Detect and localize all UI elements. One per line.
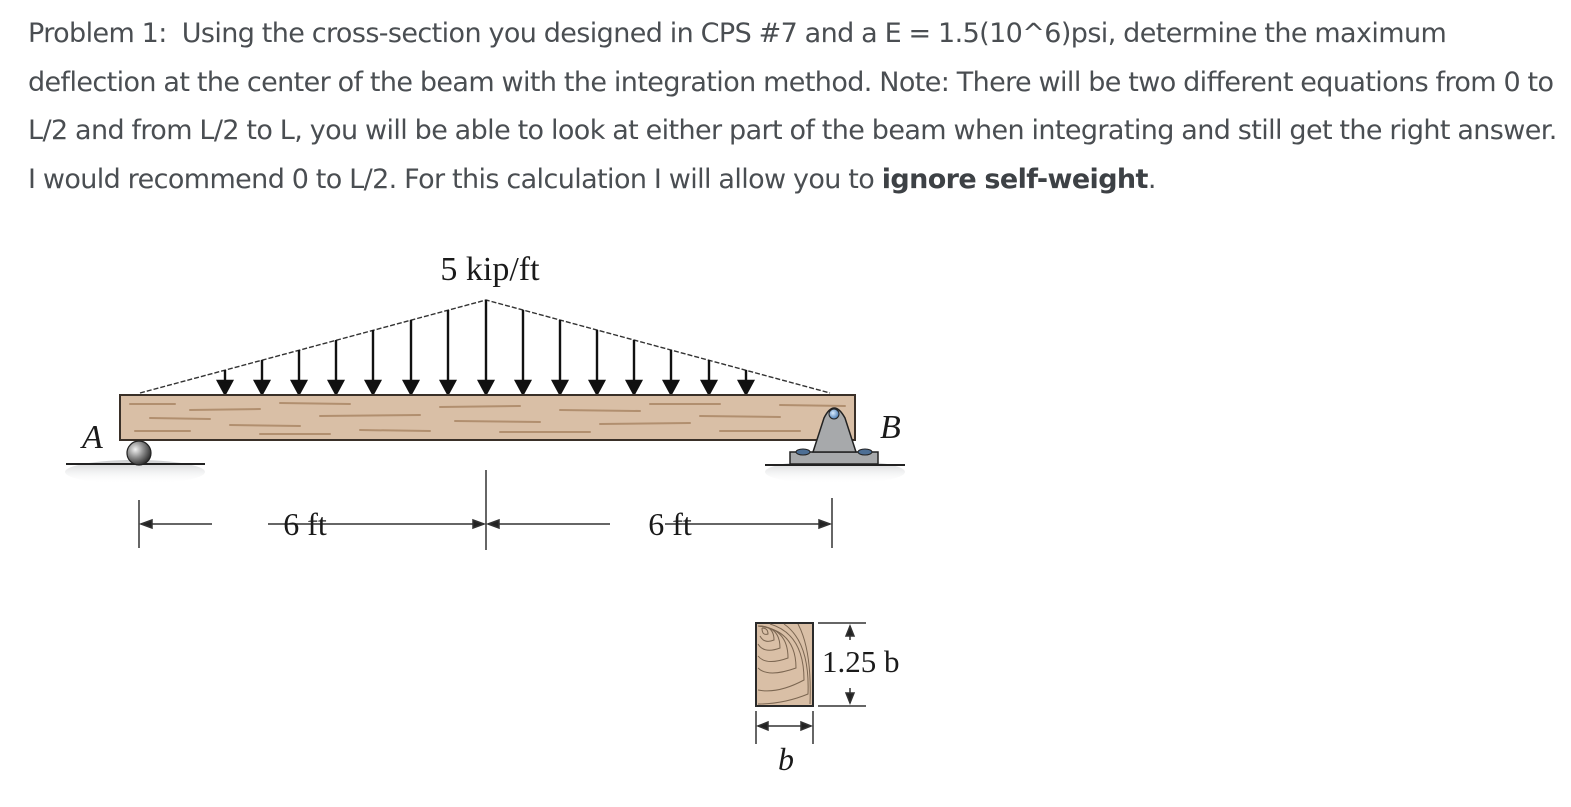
support-a-label: A	[82, 419, 103, 456]
distributed-load	[140, 300, 830, 394]
emphasis-ignore-self-weight: ignore self-weight	[881, 163, 1148, 195]
cross-section	[756, 623, 900, 777]
problem-body: Using the cross-section you designed in CPS #7 and a E = 1.5(10^6)psi, determine the maximum deflection at the center of the beam with the integration method. Note: There will be two different equations from 0 to L/2 and from L/2 to L, you will be able to look at either part of the beam when integrating and still get the right answer. I would recommend 0 to L/2. For this calculation I will allow you to	[28, 18, 1557, 195]
section-height-label: 1.25 b	[822, 644, 900, 679]
support-b-label: B	[880, 409, 901, 446]
load-label: 5 kip/ft	[440, 251, 540, 288]
dim-right-label: 6 ft	[648, 506, 692, 542]
load-arrows	[218, 300, 753, 394]
problem-end: .	[1147, 163, 1156, 195]
wood-beam	[120, 395, 855, 440]
span-dimension	[139, 470, 832, 550]
section-width-label: b	[778, 741, 794, 777]
dim-left-label: 6 ft	[283, 506, 327, 542]
problem-label: Problem 1:	[28, 18, 167, 49]
